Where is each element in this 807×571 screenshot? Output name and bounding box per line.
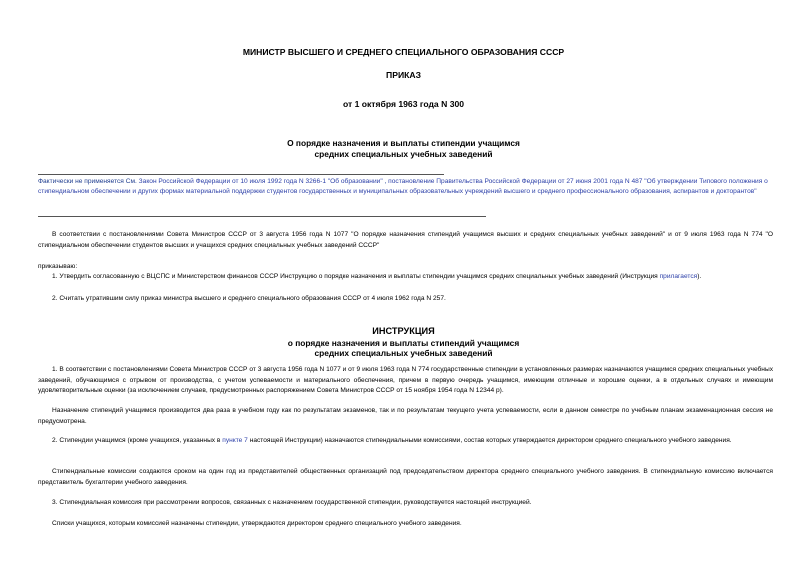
instruction-para-3-b: настоящей Инструкции) назначаются стипендиальными комиссиями, состав которых утверждается директором среднего специального учебного заведения. [247, 437, 732, 444]
point-7-link[interactable]: пункте 7 [222, 437, 248, 444]
instruction-para-4: Стипендиальные комиссии создаются сроком на один год из представителей общественных организаций под председательством директора среднего специального учебного заведения. В стипендиальную комиссию включается представитель бухгалтерии учебного заведения. [38, 468, 773, 486]
instruction-subtitle-line1: о порядке назначения и выплаты стипендий учащимся [287, 338, 520, 348]
note-bottom-rule [38, 216, 486, 217]
instruction-para-6: Списки учащихся, которым комиссией назначены стипендии, утверждаются директором среднего специального учебного заведения. [52, 520, 462, 527]
status-note-sep: , [382, 178, 389, 185]
status-note [38, 177, 773, 196]
instruction-para-5: 3. Стипендиальная комиссия при рассмотрении вопросов, связанных с назначением государственной стипендии, руководствуется настоящей инструкцией. [52, 499, 532, 506]
attachment-link[interactable]: прилагается [659, 273, 698, 280]
instruction-para-1: 1. В соответствии с постановлениями Совета Министров СССР от 3 августа 1956 года N 1077 и от 9 июля 1963 года N 774 государственные стипендии в установленных размерах назначаются учащимся средних специальных учебных заведений, обучающимся с отрывом от производства, с учетом успеваемости и материального обеспечения, причем в первую очередь учащимся, имеющим отличные и хорошие оценки, а в отдельных случаях и имеющим удовлетворительные оценки (за исключением случаев, предусмотренных распоряжением Совета Министров СССР от 15 ноября 1954 года N 12344 р). [38, 366, 773, 395]
note-top-rule [38, 174, 444, 175]
law-link[interactable]: Закон Российской Федерации от 10 июля 1992 года N 3266-1 "Об образовании" [138, 178, 383, 185]
instruction-title: ИНСТРУКЦИЯ [372, 326, 435, 336]
instruction-subtitle-line2: средних специальных учебных заведений [314, 348, 493, 358]
orders-word: приказываю: [38, 263, 78, 270]
order-title-line2: средних специальных учебных заведений [314, 149, 493, 159]
instruction-para-2: Назначение стипендий учащимся производится два раза в учебном году как по результатам экзаменов, так и по результатам текущего учета успеваемости, если в данном семестре по учебным планам экзаменационная сессия не предусмотрена. [38, 407, 773, 425]
instruction-para-3 [38, 436, 773, 447]
resolution-link[interactable]: постановление Правительства Российской Федерации от 27 июня 2001 года N 487 "Об утверждении Типового положения о стипендиальном обеспечении и других формах материальной поддержки студентов государственных и муниципальных образовательных учреждений высшего и среднего профессионального образования, аспирантов и докторантов" [38, 178, 768, 195]
instruction-para-3-a: 2. Стипендии учащимся (кроме учащихся, указанных в [52, 437, 223, 444]
order-item-1-end: ). [697, 273, 702, 280]
order-item-2: 2. Считать утратившим силу приказ министра высшего и среднего специального образования СССР от 4 июля 1962 года N 257. [52, 295, 446, 302]
doc-type-heading: ПРИКАЗ [386, 70, 421, 80]
order-item-1 [38, 272, 773, 283]
status-note-prefix: Фактически не применяется См. [38, 178, 139, 185]
order-preamble: В соответствии с постановлениями Совета Министров СССР от 3 августа 1956 года N 1077 "О порядке назначения стипендий учащимся высших и средних специальных учебных заведений" и от 9 июля 1963 года N 774 "О стипендиальном обеспечении студентов высших и учащихся средних специальных учебных заведений СССР" [38, 231, 773, 249]
date-number: от 1 октября 1963 года N 300 [342, 99, 465, 109]
order-item-1-text: 1. Утвердить согласованную с ВЦСПС и Министерством финансов СССР Инструкцию о порядке назначения и выплаты стипендии учащимся средних специальных учебных заведений (Инструкция [52, 273, 660, 280]
ministry-heading: МИНИСТР ВЫСШЕГО И СРЕДНЕГО СПЕЦИАЛЬНОГО ОБРАЗОВАНИЯ СССР [242, 47, 565, 57]
order-title-line1: О порядке назначения и выплаты стипендии учащимся [287, 138, 520, 148]
